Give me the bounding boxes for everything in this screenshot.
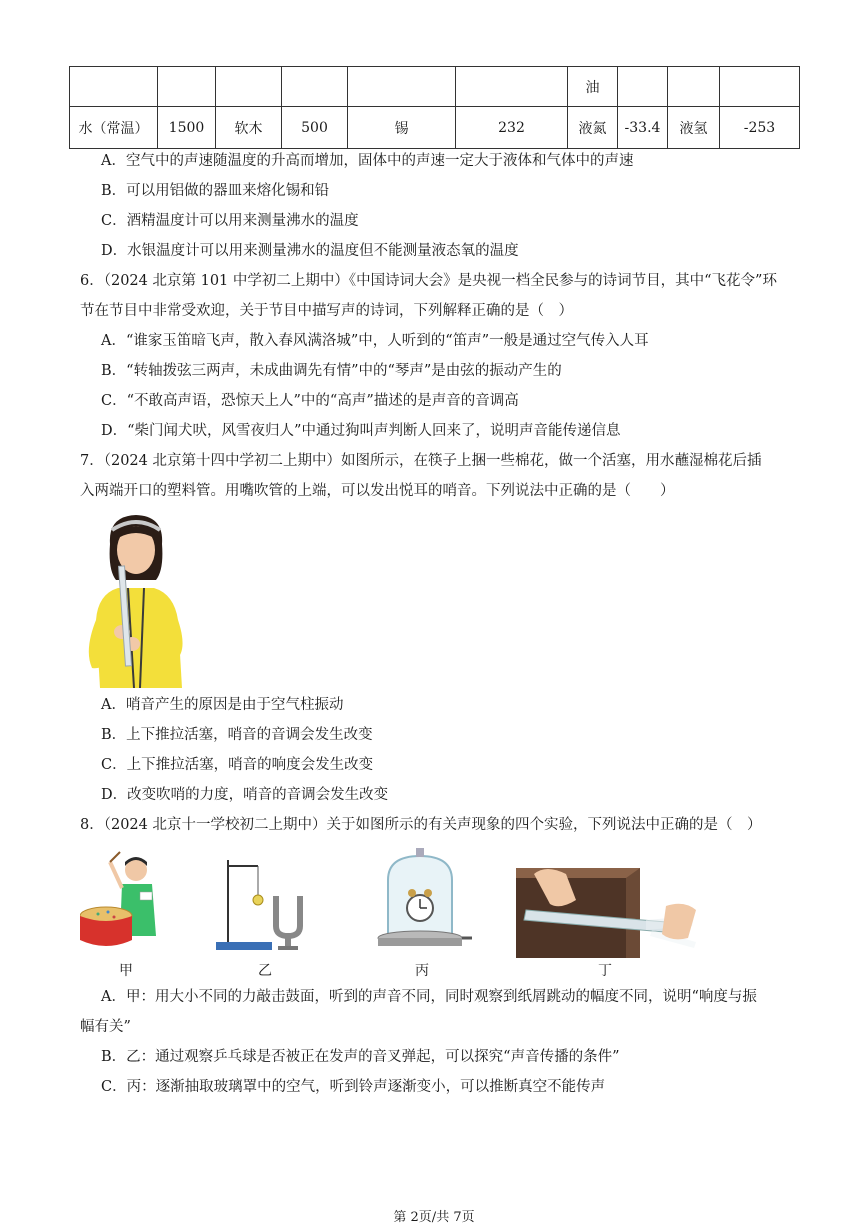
q7-stem-line1: 7．（2024 北京第十四中学初二上期中）如图所示，在筷子上捆一些棉花，做一个活塞，用水蘸湿棉花后插: [80, 453, 762, 469]
q6-option-a: A．“谁家玉笛暗飞声，散入春风满洛城”中，人听到的“笛声”一般是通过空气传入人耳: [101, 333, 649, 349]
figure-caption-ding: 丁: [598, 963, 612, 979]
table-cell: 软木: [216, 107, 282, 149]
q8-option-a-line2: 幅有关”: [80, 1019, 131, 1035]
q8-option-a-line1: A．甲：用大小不同的力敲击鼓面，听到的声音不同，同时观察到纸屑跳动的幅度不同，说明“响度与振: [101, 989, 757, 1005]
q5-option-c: C．酒精温度计可以用来测量沸水的温度: [101, 213, 359, 229]
q7-option-d: D．改变吹哨的力度，哨音的音调会发生改变: [101, 787, 389, 803]
table-cell: [348, 67, 456, 107]
q8-option-c: C．丙：逐渐抽取玻璃罩中的空气，听到铃声逐渐变小，可以推断真空不能传声: [101, 1079, 606, 1095]
table-cell: [618, 67, 668, 107]
q7-stem-line2: 入两端开口的塑料管。用嘴吹管的上端，可以发出悦耳的哨音。下列说法中正确的是（ ）: [80, 483, 675, 499]
q7-option-a: A．哨音产生的原因是由于空气柱振动: [101, 697, 344, 713]
figure-caption-bing: 丙: [415, 963, 429, 979]
table-row: [70, 107, 800, 149]
q7-option-b: B．上下推拉活塞，哨音的音调会发生改变: [101, 727, 373, 743]
table-cell: [158, 67, 216, 107]
table-cell: 水（常温）: [70, 107, 158, 149]
table-cell: 1500: [158, 107, 216, 149]
table-cell: [720, 67, 800, 107]
q8-stem-line1: 8．（2024 北京十一学校初二上期中）关于如图所示的有关声现象的四个实验，下列说法中正确的是（ ）: [80, 817, 762, 833]
tuning-fork-figure: [214, 856, 310, 954]
q7-option-c: C．上下推拉活塞，哨音的响度会发生改变: [101, 757, 374, 773]
table-cell: 油: [568, 67, 618, 107]
q5-option-d: D．水银温度计可以用来测量沸水的温度但不能测量液态氧的温度: [101, 243, 519, 259]
table-cell: [668, 67, 720, 107]
table-cell: 232: [456, 107, 568, 149]
q5-option-b: B．可以用铝做的器皿来熔化锡和铅: [101, 183, 330, 199]
figure-caption-yi: 乙: [258, 963, 272, 979]
q6-stem-line1: 6．（2024 北京第 101 中学初二上期中）《中国诗词大会》是央视一档全民参与的诗词节目，其中“飞花令”环: [80, 273, 777, 289]
table-cell: -33.4: [618, 107, 668, 149]
q6-option-b: B．“转轴拨弦三两声，未成曲调先有情”中的“琴声”是由弦的振动产生的: [101, 363, 562, 379]
speed-temperature-table: [69, 66, 800, 149]
figure-caption-jia: 甲: [119, 963, 133, 979]
q6-option-c: C．“不敢高声语，恐惊天上人”中的“高声”描述的是声音的音调高: [101, 393, 519, 409]
drum-experiment-figure: [80, 848, 166, 956]
table-cell: 锡: [348, 107, 456, 149]
girl-whistle-figure: [78, 510, 196, 688]
table-cell: [216, 67, 282, 107]
q6-stem-line2: 节在节目中非常受欢迎，关于节目中描写声的诗词，下列解释正确的是（ ）: [80, 303, 573, 319]
table-cell: 500: [282, 107, 348, 149]
ruler-table-figure: [516, 860, 702, 958]
table-cell: -253: [720, 107, 800, 149]
table-cell: [70, 67, 158, 107]
table-cell: 液氢: [668, 107, 720, 149]
page-footer: 第 2页/共 7页: [393, 1210, 475, 1225]
q8-option-b: B．乙：通过观察乒乓球是否被正在发声的音叉弹起，可以探究“声音传播的条件”: [101, 1049, 620, 1065]
table-cell: [282, 67, 348, 107]
table-cell: [456, 67, 568, 107]
q6-option-d: D．“柴门闻犬吠，风雪夜归人”中通过狗叫声判断人回来了，说明声音能传递信息: [101, 423, 621, 439]
table-cell: 液氮: [568, 107, 618, 149]
q5-option-a: A．空气中的声速随温度的升高而增加，固体中的声速一定大于液体和气体中的声速: [101, 153, 634, 169]
bell-jar-figure: [374, 846, 474, 954]
table-row: [70, 67, 800, 107]
